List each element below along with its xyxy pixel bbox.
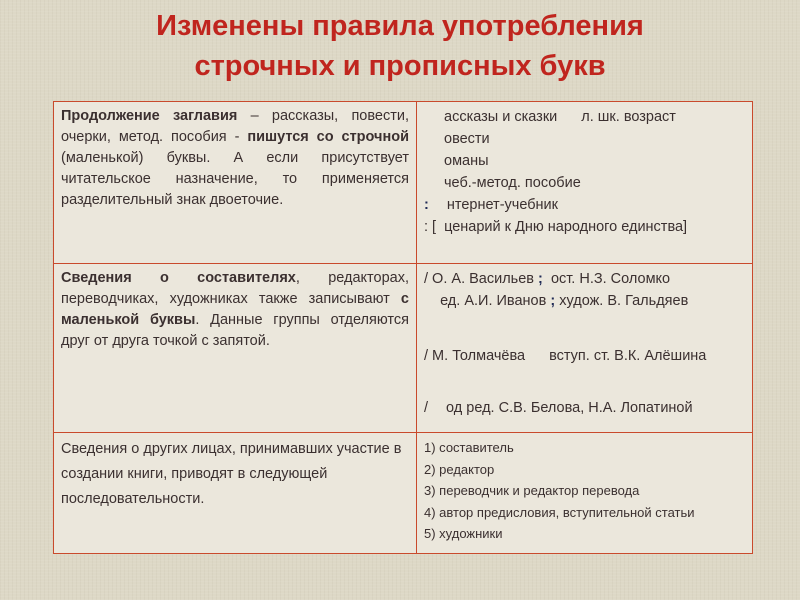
title-line-2: строчных и прописных букв	[194, 50, 606, 82]
example-line	[424, 345, 745, 367]
rule-text: Сведения о других лицах, принимавших участие в создании книги, приводят в следующей последовательности.	[61, 441, 402, 507]
rule-text: , редакторах, переводчиках, художниках также записывают	[61, 270, 409, 307]
colon-bracket-separator: : [	[424, 219, 437, 235]
list-item: 5) художники	[424, 526, 503, 541]
bold-term: пишутся со строчной	[247, 129, 409, 145]
bold-term: с маленькой буквы	[61, 291, 409, 328]
example-line	[424, 194, 745, 216]
semicolon-separator: ;	[538, 271, 543, 287]
example-line	[424, 216, 745, 238]
bold-term: Сведения о составителях	[61, 270, 296, 286]
example-text: ценарий к Дню народного единства]	[444, 219, 688, 235]
rule-title-continuation-cell	[54, 102, 417, 264]
example-text: вступ. ст. В.К. Алёшина	[549, 348, 707, 364]
example-line	[424, 106, 745, 128]
example-compilers-cell	[417, 264, 753, 433]
rule-text: – рассказы, повести, очерки, метод. пособия -	[61, 108, 409, 145]
example-text: / О. А. Васильев	[424, 271, 534, 287]
order-list-cell	[417, 433, 753, 554]
title-line-1: Изменены правила употребления	[156, 10, 644, 42]
list-item: 1) составитель	[424, 440, 514, 455]
table-row	[54, 433, 753, 554]
rules-table	[53, 101, 753, 554]
example-line	[424, 397, 745, 419]
example-line	[424, 290, 745, 312]
page-title	[0, 6, 800, 86]
example-text: од ред. С.В. Белова, Н.А. Лопатиной	[446, 400, 693, 416]
rule-other-persons-cell	[54, 433, 417, 554]
rule-text: (маленькой) буквы. А если присутствует читательское назначение, то применяется разделительный знак двоеточие.	[61, 150, 409, 208]
example-text: худож. В. Гальдяев	[559, 293, 689, 309]
list-item: 3) переводчик и редактор перевода	[424, 483, 640, 498]
example-title-continuation-cell	[417, 102, 753, 264]
list-item: 4) автор предисловия, вступительной статьи	[424, 504, 695, 520]
semicolon-separator: ;	[550, 293, 556, 309]
colon-separator: :	[424, 197, 429, 213]
example-text: ед. А.И. Иванов	[440, 293, 547, 309]
rule-text: . Данные группы отделяются друг от друга точкой с запятой.	[61, 312, 409, 349]
example-text: ост. Н.З. Соломко	[550, 271, 671, 287]
rule-compilers-cell	[54, 264, 417, 433]
example-line: чеб.-метод. пособие	[444, 175, 581, 191]
example-line: оманы	[444, 153, 489, 169]
example-text: нтернет-учебник	[446, 197, 558, 213]
example-text: л. шк. возраст	[581, 109, 676, 125]
example-line	[424, 268, 745, 290]
table-row	[54, 264, 753, 433]
example-text: /	[424, 400, 429, 416]
list-item: 2) редактор	[424, 461, 495, 477]
table-row	[54, 102, 753, 264]
bold-term: Продолжение заглавия	[61, 108, 238, 124]
example-text: ассказы и сказки	[444, 109, 558, 125]
example-line: овести	[444, 131, 490, 147]
example-text: / М. Толмачёва	[424, 348, 526, 364]
